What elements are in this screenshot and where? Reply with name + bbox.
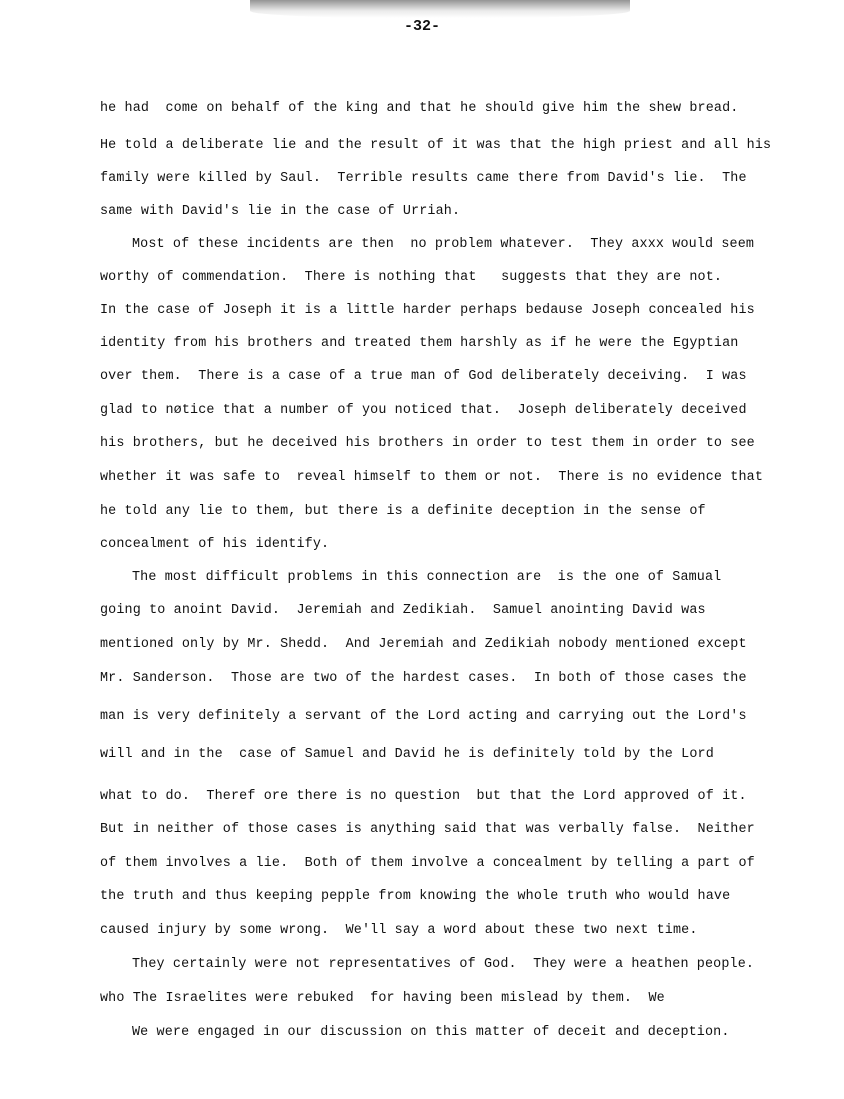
text-line: Mr. Sanderson. Those are two of the hardest cases. In both of those cases the (100, 671, 747, 686)
text-line: of them involves a lie. Both of them involve a concealment by telling a part of (100, 856, 755, 871)
text-line: he told any lie to them, but there is a definite deception in the sense of (100, 504, 706, 519)
text-line: will and in the case of Samuel and David he is definitely told by the Lord (100, 747, 714, 762)
text-line: same with David's lie in the case of Urriah. (100, 204, 461, 219)
text-line: glad to nøtice that a number of you noticed that. Joseph deliberately deceived (100, 403, 747, 418)
text-line: Most of these incidents are then no problem whatever. They axxx would seem (132, 237, 755, 252)
text-line: mentioned only by Mr. Shedd. And Jeremiah and Zedikiah nobody mentioned except (100, 637, 747, 652)
text-line: caused injury by some wrong. We'll say a word about these two next time. (100, 923, 698, 938)
text-line: his brothers, but he deceived his brothers in order to test them in order to see (100, 436, 755, 451)
scan-smudge (250, 0, 630, 18)
text-line: who The Israelites were rebuked for having been mislead by them. We (100, 991, 665, 1006)
text-line: He told a deliberate lie and the result of it was that the high priest and all his (100, 138, 772, 153)
text-line: going to anoint David. Jeremiah and Zedikiah. Samuel anointing David was (100, 603, 706, 618)
text-line: They certainly were not representatives of God. They were a heathen people. (132, 957, 755, 972)
text-line: concealment of his identify. (100, 537, 330, 552)
text-line: he had come on behalf of the king and that he should give him the shew bread. (100, 101, 739, 116)
text-line: whether it was safe to reveal himself to them or not. There is no evidence that (100, 470, 764, 485)
text-line: over them. There is a case of a true man of God deliberately deceiving. I was (100, 369, 747, 384)
text-line: identity from his brothers and treated them harshly as if he were the Egyptian (100, 336, 739, 351)
text-line: family were killed by Saul. Terrible results came there from David's lie. The (100, 171, 747, 186)
text-line: The most difficult problems in this connection are is the one of Samual (132, 570, 722, 585)
text-line: worthy of commendation. There is nothing that suggests that they are not. (100, 270, 723, 285)
text-line: In the case of Joseph it is a little harder perhaps bedause Joseph concealed his (100, 303, 755, 318)
page-number: -32- (403, 18, 440, 35)
text-line: But in neither of those cases is anything said that was verbally false. Neither (100, 822, 755, 837)
text-line: man is very definitely a servant of the Lord acting and carrying out the Lord's (100, 709, 747, 724)
text-line: what to do. Theref ore there is no question but that the Lord approved of it. (100, 789, 747, 804)
text-line: the truth and thus keeping pepple from knowing the whole truth who would have (100, 889, 731, 904)
text-line: We were engaged in our discussion on this matter of deceit and deception. (132, 1025, 730, 1040)
